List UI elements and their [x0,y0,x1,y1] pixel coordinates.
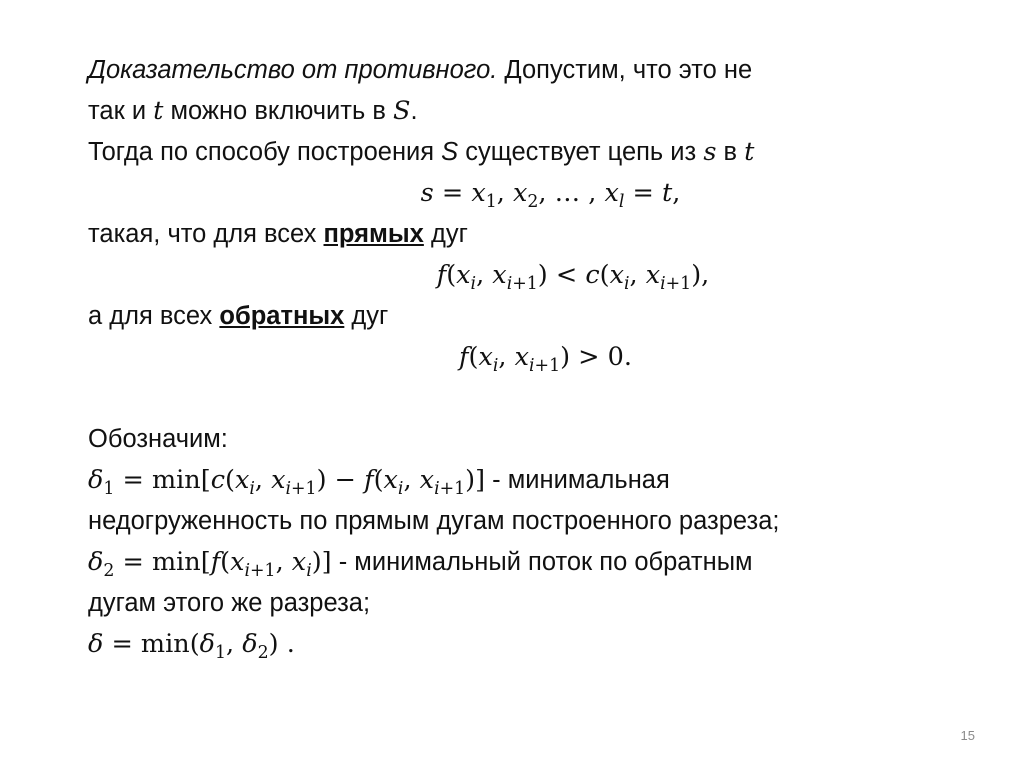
text-segment: можно включить в [163,97,393,125]
proof-heading: Доказательство от противного. [88,56,498,84]
backward-keyword: обратных [219,302,345,330]
line-forward-arcs [88,214,968,255]
delta1-description: - минимальная [485,466,670,494]
text-segment: в [716,138,745,166]
line-backward-arcs [88,296,968,337]
slide-body [88,50,968,665]
line-denote [88,419,968,460]
formula-forward: $f(x_i$, $x_{i+1}) < c(x_i$, $x_{i+1}$), [436,260,710,295]
text-segment: существует цепь из [458,138,704,166]
var-s: s [703,137,717,167]
delta1-description-cont: недогруженность по прямым дугам построенного разреза; [88,507,780,535]
text-segment: дуг [344,302,389,330]
text-segment: так и [88,97,154,125]
formula-delta2: $\delta_2 = \min[f(x_{i+1}$, $x_i$)] [88,547,332,582]
text-segment: . [410,97,418,125]
text-segment: Тогда по способу построения [88,138,442,166]
line-proof-intro [88,50,968,91]
text-segment: дуг [423,220,468,248]
formula-delta: $\delta = \min(\delta_1$, $\delta_2$) . [88,629,295,664]
line-delta1 [88,460,968,501]
page-number: 15 [960,728,975,743]
forward-keyword: прямых [323,220,424,248]
line-chain-exists [88,132,968,173]
delta2-description: - минимальный поток по обратным [331,548,753,576]
var-S: S [441,138,459,166]
text-segment: такая, что для всех [88,220,324,248]
var-t: t [153,96,164,126]
formula-backward: $f(x_i$, $x_{i+1}) > 0$. [459,342,632,377]
formula-delta1: $\delta_1 = \min[c(x_i$, $x_{i+1}) - f(x_i$, $x_{i+1}$)] [88,465,486,500]
delta2-description-cont: дугам этого же разреза; [88,589,371,617]
text-segment: а для всех [88,302,220,330]
formula-chain: $s = x_1$, $x_2$, … , $x_l = t$, [420,178,681,213]
line-delta2-cont [88,583,968,624]
line-delta1-cont [88,501,968,542]
proof-intro-text: Допустим, что это не [497,56,753,84]
line-assumption [88,91,968,132]
denote-label: Обозначим: [88,425,228,453]
line-delta2 [88,542,968,583]
var-t: t [744,137,755,167]
var-S: S [392,96,411,126]
spacer [88,378,968,419]
